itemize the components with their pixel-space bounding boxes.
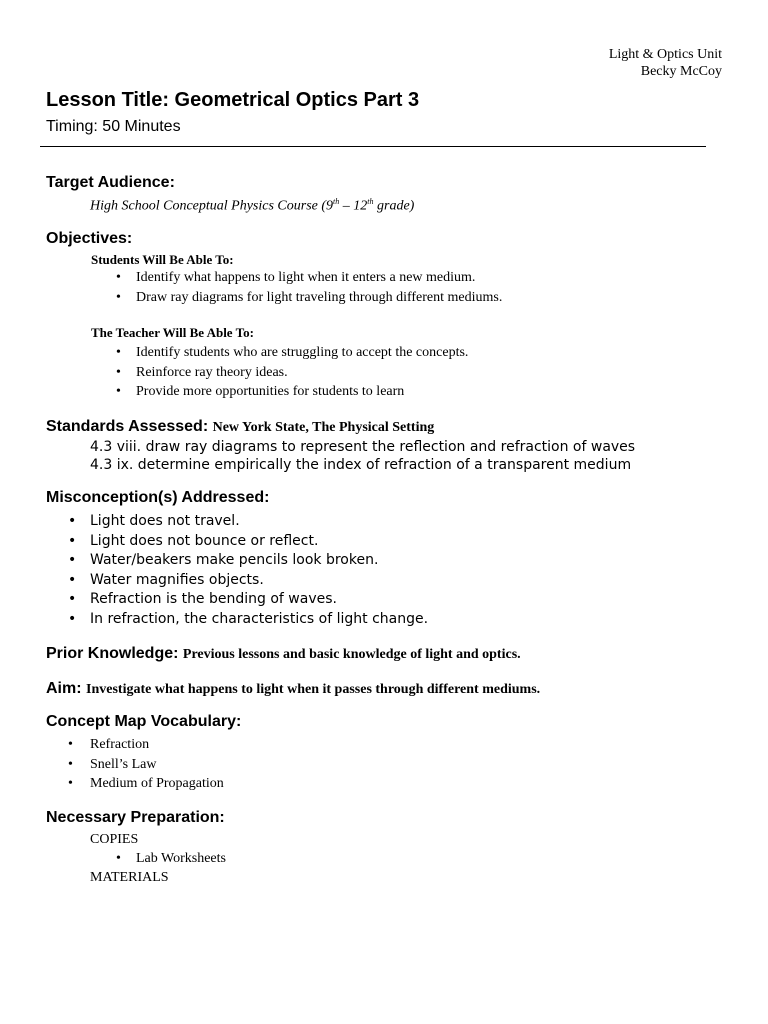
lesson-timing: Timing: 50 Minutes — [46, 118, 181, 135]
unit-name: Light & Optics Unit — [608, 47, 722, 62]
target-audience-heading: Target Audience: — [46, 174, 175, 191]
vocabulary-heading: Concept Map Vocabulary: — [46, 713, 242, 730]
list-item: • Draw ray diagrams for light traveling through different mediums. — [116, 289, 503, 305]
materials-label: MATERIALS — [90, 870, 169, 885]
list-item: • Water/beakers make pencils look broken. — [68, 552, 379, 568]
list-item: • Reinforce ray theory ideas. — [116, 364, 288, 380]
list-item: • Light does not travel. — [68, 513, 240, 529]
vocabulary-list — [68, 735, 224, 794]
standard-item: 4.3 ix. determine empirically the index of refraction of a transparent medium — [90, 457, 632, 473]
teacher-objectives-heading: The Teacher Will Be Able To: — [91, 325, 254, 340]
list-item: • In refraction, the characteristics of light change. — [68, 610, 429, 627]
prior-knowledge-heading: Prior Knowledge: Previous lessons and basic knowledge of light and optics. — [46, 645, 521, 662]
prior-knowledge-text: Previous lessons and basic knowledge of light and optics. — [182, 647, 521, 662]
list-item: • Medium of Propagation — [68, 776, 224, 791]
list-item: • Refraction is the bending of waves. — [68, 591, 337, 607]
list-item: • Identify what happens to light when it enters a new medium. — [116, 270, 476, 285]
list-item: • Identify students who are struggling to accept the concepts. — [116, 345, 469, 360]
misconceptions-heading: Misconception(s) Addressed: — [46, 489, 270, 506]
list-item: • Refraction — [68, 737, 150, 752]
copies-label: COPIES — [90, 832, 139, 847]
header-divider — [40, 146, 706, 147]
list-item: • Light does not bounce or reflect. — [68, 532, 319, 549]
teacher-objectives-list — [116, 343, 469, 402]
standards-source: New York State, The Physical Setting — [212, 420, 435, 435]
students-objectives-heading: Students Will Be Able To: — [91, 252, 234, 267]
standard-item: 4.3 viii. draw ray diagrams to represent the reflection and refraction of waves — [90, 439, 636, 455]
aim-text: Investigate what happens to light when it passes through different mediums. — [86, 682, 541, 697]
list-item: • Snell’s Law — [68, 756, 157, 772]
list-item: • Provide more opportunities for students to learn — [116, 384, 405, 399]
target-audience-text: High School Conceptual Physics Course (9th – 12th grade) — [90, 197, 415, 214]
copies-list — [116, 849, 226, 869]
objectives-heading: Objectives: — [46, 230, 133, 247]
document-header — [609, 46, 722, 80]
aim-heading: Aim: Investigate what happens to light when it passes through different mediums. — [46, 680, 541, 697]
misconceptions-list — [68, 512, 429, 629]
preparation-heading: Necessary Preparation: — [46, 809, 225, 826]
standards-heading: Standards Assessed: New York State, The Physical Setting — [46, 418, 435, 435]
list-item: • Water magnifies objects. — [68, 571, 264, 588]
author-name: Becky McCoy — [640, 64, 722, 79]
list-item: • Lab Worksheets — [116, 851, 226, 866]
students-objectives-list — [116, 268, 503, 307]
lesson-title: Lesson Title: Geometrical Optics Part 3 — [46, 89, 420, 111]
